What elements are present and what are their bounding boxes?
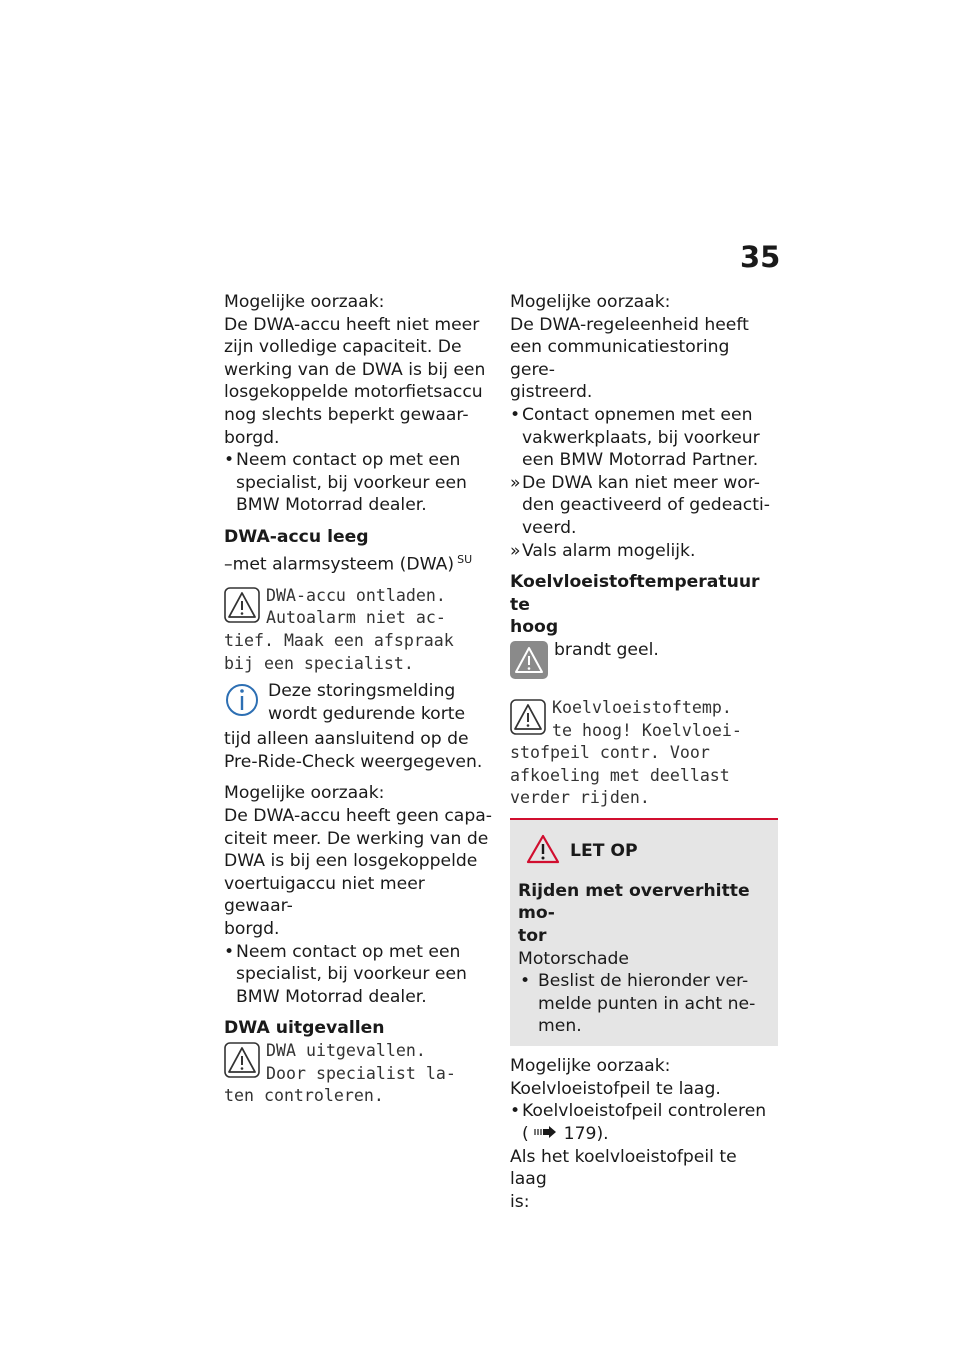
result-item-2	[510, 540, 778, 563]
text-line: Mogelijke oorzaak:	[224, 783, 385, 804]
coolant-warning-lamp-icon	[510, 641, 548, 683]
cause-paragraph-4	[510, 1055, 778, 1100]
action-bullet-1	[224, 449, 494, 517]
left-column	[224, 291, 494, 1108]
caution-consequence: Motorschade	[518, 948, 629, 969]
text-line: BMW Motorrad dealer.	[236, 986, 427, 1007]
text-line: De DWA kan niet meer wor-	[522, 472, 760, 493]
result-arrow-icon: »	[510, 472, 521, 493]
text-line: een BMW Motorrad Partner.	[522, 450, 759, 471]
text-line: De DWA-regeleenheid heeft	[510, 314, 749, 335]
text-line: afkoeling met deellast	[510, 765, 730, 785]
action-bullet-2	[224, 941, 494, 1009]
caution-icon	[526, 834, 560, 868]
caution-bullet	[518, 970, 770, 1038]
text-line: Koelvloeistofpeil controleren	[522, 1101, 767, 1122]
section-heading-coolant	[510, 571, 778, 639]
caution-header	[518, 834, 770, 868]
text-line: Neem contact op met een	[236, 450, 461, 471]
display-message-3	[510, 697, 778, 810]
caution-title: LET OP	[570, 840, 638, 861]
lamp-status-text: brandt geel.	[554, 639, 659, 660]
bullet-dot-icon: •	[510, 1101, 521, 1122]
text-line: De DWA-accu heeft niet meer	[224, 314, 480, 335]
text-line: Mogelijke oorzaak:	[224, 292, 385, 312]
warning-triangle-icon	[510, 699, 546, 739]
info-icon	[224, 680, 260, 728]
text-line: zijn volledige capaciteit. De	[224, 337, 462, 358]
text-line: De DWA-accu heeft geen capa-	[224, 806, 492, 827]
text-line: ten controleren.	[224, 1086, 384, 1106]
warning-triangle-icon	[224, 587, 260, 627]
bullet-dot-icon: •	[224, 941, 235, 962]
text-line: Rijden met oververhitte mo-	[518, 880, 750, 924]
text-line: losgekoppelde motorfietsaccu	[224, 382, 483, 403]
paragraph-5	[510, 1146, 778, 1214]
text-line: verder rijden.	[510, 788, 650, 808]
text-line: gistreerd.	[510, 382, 593, 403]
text-line: Contact opnemen met een	[522, 404, 753, 425]
text-line: vakwerkplaats, bij voorkeur	[522, 427, 760, 448]
bullet-dot-icon: •	[224, 450, 235, 471]
text-line: DWA-accu ontladen.	[266, 585, 446, 605]
page-number: 35	[740, 240, 781, 274]
text-line: tor	[518, 926, 547, 947]
result-arrow-icon: »	[510, 540, 521, 561]
text-line: Mogelijke oorzaak:	[510, 292, 671, 312]
text-line: Mogelijke oorzaak:	[510, 1056, 671, 1077]
action-bullet-3	[510, 404, 778, 472]
page-reference[interactable]: ( 179).	[522, 1124, 609, 1145]
page-reference-arrow-icon	[534, 1123, 558, 1146]
text-line: veerd.	[522, 517, 577, 538]
display-message-1	[224, 585, 494, 675]
section-heading-dwa-uitgevallen: DWA uitgevallen	[224, 1018, 385, 1039]
text-line: voertuigaccu niet meer gewaar-	[224, 873, 425, 917]
text-line: Door specialist la-	[266, 1063, 456, 1083]
text-line: een communicatiestoring gere-	[510, 337, 730, 380]
right-column	[510, 291, 778, 1213]
text-line: werking van de DWA is bij een	[224, 359, 486, 380]
cause-paragraph-3	[510, 291, 778, 404]
text-line: Als het koelvloeistofpeil te laag	[510, 1146, 737, 1190]
text-line: borgd.	[224, 427, 280, 448]
text-line: Neem contact op met een	[236, 941, 461, 962]
text-line: te hoog! Koelvloei-	[552, 720, 742, 740]
text-line: BMW Motorrad dealer.	[236, 495, 427, 516]
text-line: melde punten in acht ne-	[538, 993, 756, 1014]
text-line: wordt gedurende korte	[268, 703, 466, 724]
text-line: stofpeil contr. Voor	[510, 743, 710, 763]
text-line: Koelvloeistofpeil te laag.	[510, 1078, 721, 1099]
page-reference-number: 179).	[563, 1124, 609, 1145]
text-line: DWA uitgevallen.	[266, 1040, 426, 1060]
action-bullet-4	[510, 1100, 778, 1145]
result-item-1	[510, 472, 778, 540]
section-heading-dwa-accu-leeg: DWA-accu leeg	[224, 526, 369, 547]
text-line: Koelvloeistoftemperatuur te	[510, 572, 760, 615]
info-note	[224, 680, 494, 773]
bullet-dot-icon: •	[520, 971, 531, 992]
text-line: nog slechts beperkt gewaar-	[224, 404, 469, 425]
text-line: citeit meer. De werking van de	[224, 828, 489, 849]
text-line: hoog	[510, 617, 559, 638]
text-line: bij een specialist.	[224, 653, 414, 673]
cause-paragraph-2	[224, 782, 494, 940]
text-line: tief. Maak een afspraak	[224, 631, 454, 651]
text-line: Beslist de hieronder ver-	[538, 971, 749, 992]
text-line: borgd.	[224, 918, 280, 939]
text-line: den geactiveerd of gedeacti-	[522, 495, 770, 516]
text-line: Vals alarm mogelijk.	[522, 540, 696, 561]
caution-box	[510, 818, 778, 1046]
text-line: Koelvloeistoftemp.	[552, 697, 732, 717]
text-line: is:	[510, 1191, 530, 1212]
text-line: Deze storingsmelding	[268, 681, 456, 702]
text-line: men.	[538, 1016, 582, 1037]
cause-paragraph-1	[224, 291, 494, 449]
text-line: DWA is bij een losgekoppelde	[224, 851, 478, 872]
text-line: Pre-Ride-Check weergegeven.	[224, 751, 483, 772]
warning-triangle-icon	[224, 1042, 260, 1082]
warning-lamp-row	[510, 639, 778, 697]
text-line: specialist, bij voorkeur een	[236, 964, 467, 985]
text-line: tijd alleen aansluitend op de	[224, 729, 469, 750]
bullet-dot-icon: •	[510, 404, 521, 425]
text-line: Autoalarm niet ac-	[266, 608, 446, 628]
display-message-2	[224, 1040, 494, 1108]
text-line: specialist, bij voorkeur een	[236, 472, 467, 493]
equipment-note: –met alarmsysteem (DWA) $^{SU}$	[224, 552, 473, 575]
